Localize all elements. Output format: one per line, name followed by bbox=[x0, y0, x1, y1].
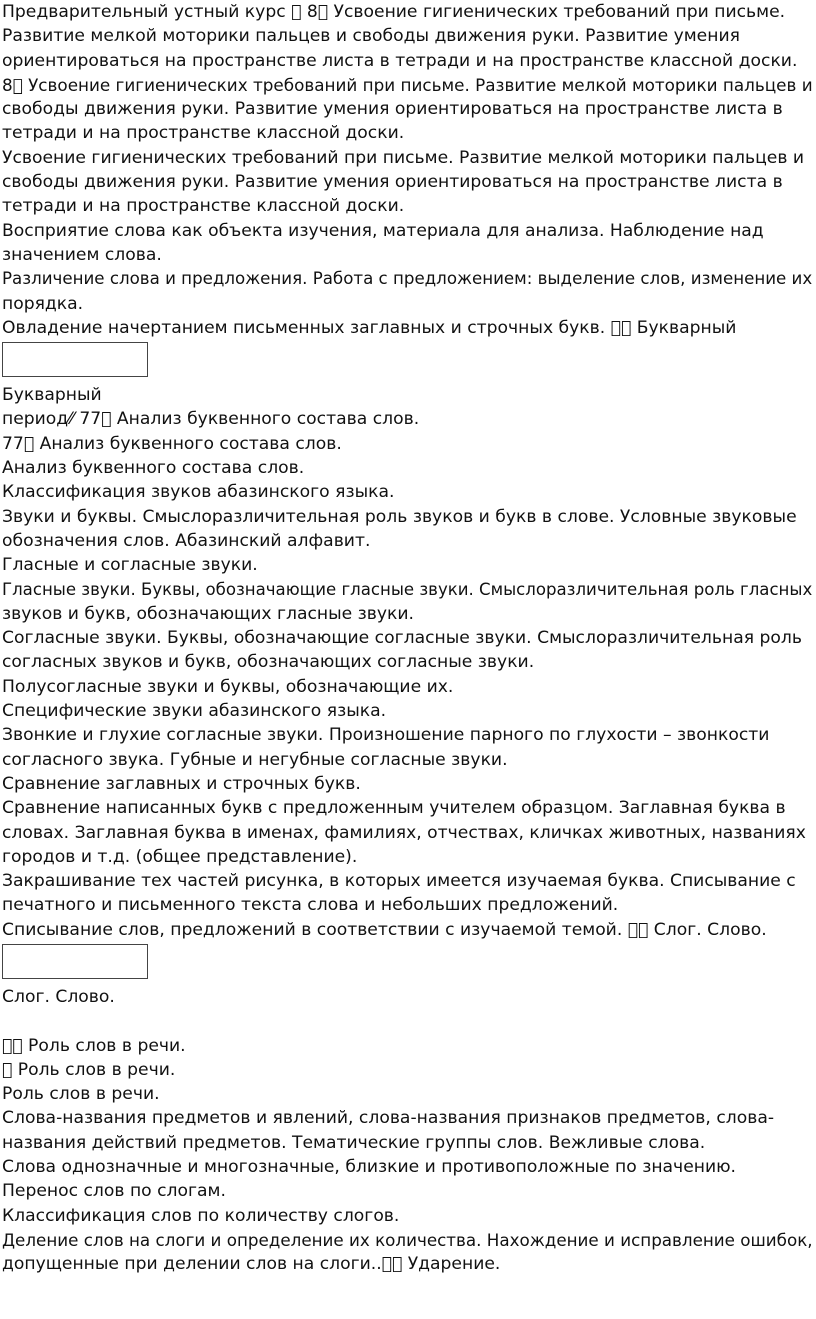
text-line: 8 Усвоение гигиенических требований при письме. Развитие мелкой моторики пальцев и bbox=[2, 74, 803, 95]
text-line: ориентироваться на пространстве листа в тетради и на пространстве классной доски. bbox=[2, 50, 798, 71]
text-line: Звуки и буквы. Смыслоразличительная роль звуков и букв в слове. Условные звуковые bbox=[2, 506, 797, 527]
text-line: Классификация слов по количеству слогов. bbox=[2, 1205, 400, 1226]
text-line: Предварительный устный курс 8 Усвоение гигиенических требований при письме. bbox=[2, 2, 760, 22]
text-line: тетради и на пространстве классной доски. bbox=[2, 196, 405, 217]
text-line: Специфические звуки абазинского языка. bbox=[2, 701, 387, 722]
text-line: Развитие мелкой моторики пальцев и свободы движения руки. Развитие умения bbox=[2, 26, 740, 47]
text-line: Роль слов в речи. bbox=[2, 1035, 160, 1056]
text-line: Роль слов в речи. bbox=[2, 1059, 160, 1080]
text-line: Списывание слов, предложений в соответствии с изучаемой темой. Слог. Слово. bbox=[2, 919, 741, 940]
text-line: Слова-названия предметов и явлений, слова-названия признаков предметов, слова- bbox=[2, 1108, 775, 1129]
text-line: Закрашивание тех частей рисунка, в которых имеется изучаемая буква. Списывание с bbox=[2, 871, 796, 892]
text-line: Звонкие и глухие согласные звуки. Произношение парного по глухости – звонкости bbox=[2, 725, 770, 746]
text-line: словах. Заглавная буква в именах, фамилиях, отчествах, кличках животных, названиях bbox=[2, 822, 806, 843]
text-line: Перенос слов по слогам. bbox=[2, 1181, 226, 1202]
text-line: Восприятие слова как объекта изучения, материала для анализа. Наблюдение над bbox=[2, 220, 764, 241]
text-line: Слова однозначные и многозначные, близкие и противоположные по значению. bbox=[2, 1157, 737, 1178]
text-line: Роль слов в речи. bbox=[2, 1084, 160, 1105]
text-line: 77 Анализ буквенного состава слов. bbox=[2, 433, 332, 454]
text-line: значением слова. bbox=[2, 244, 162, 265]
text-line: Классификация звуков абазинского языка. bbox=[2, 482, 395, 503]
text-line: звуков и букв, обозначающих гласные звуки. bbox=[2, 603, 415, 624]
empty-table-cell bbox=[2, 342, 148, 377]
text-line: Сравнение написанных букв с предложенным учителем образцом. Заглавная буква в bbox=[2, 798, 786, 819]
text-line: Слог. Слово. bbox=[2, 986, 115, 1007]
text-line: Различение слова и предложения. Работа с предложением: выделение слов, изменение их bbox=[2, 269, 813, 289]
text-line: Гласные звуки. Буквы, обозначающие гласные звуки. Смыслоразличительная роль гласных bbox=[2, 579, 813, 599]
text-line: тетради и на пространстве классной доски. bbox=[2, 123, 405, 144]
text-line: свободы движения руки. Развитие умения ориентироваться на пространстве листа в bbox=[2, 172, 783, 193]
text-line: свободы движения руки. Развитие умения ориентироваться на пространстве листа в bbox=[2, 99, 783, 120]
text-line: названия действий предметов. Тематические группы слов. Вежливые слова. bbox=[2, 1132, 706, 1153]
empty-table-cell bbox=[2, 944, 148, 979]
text-line: обозначения слов. Абазинский алфавит. bbox=[2, 530, 371, 551]
text-line: допущенные при делении слов на слоги.. Ударение. bbox=[2, 1254, 480, 1275]
text-line: печатного и письменного текста слова и небольших предложений. bbox=[2, 895, 619, 916]
text-line: Анализ буквенного состава слов. bbox=[2, 458, 305, 479]
text-line: Сравнение заглавных и строчных букв. bbox=[2, 773, 361, 794]
text-line: городов и т.д. (общее представление). bbox=[2, 846, 358, 867]
text-line: Букварный bbox=[2, 385, 102, 406]
document-body bbox=[2, 0, 814, 1277]
text-line: Овладение начертанием письменных заглавных и строчных букв. Букварный bbox=[2, 317, 711, 338]
text-line: согласного звука. Губные и негубные согласные звуки. bbox=[2, 749, 508, 770]
text-line: Усвоение гигиенических требований при письме. Развитие мелкой моторики пальцев и bbox=[2, 147, 805, 168]
blank-line bbox=[2, 1009, 814, 1033]
text-line: период⁄⁄ 77 Анализ буквенного состава слов. bbox=[2, 409, 409, 430]
text-line: Деление слов на слоги и определение их количества. Нахождение и исправление ошибок, bbox=[2, 1229, 813, 1250]
text-line: Полусогласные звуки и буквы, обозначающие их. bbox=[2, 676, 454, 697]
text-line: согласных звуков и букв, обозначающих согласные звуки. bbox=[2, 652, 535, 673]
text-line: Гласные и согласные звуки. bbox=[2, 555, 258, 576]
text-line: порядка. bbox=[2, 293, 84, 314]
text-line: Согласные звуки. Буквы, обозначающие согласные звуки. Смыслоразличительная роль bbox=[2, 628, 802, 649]
